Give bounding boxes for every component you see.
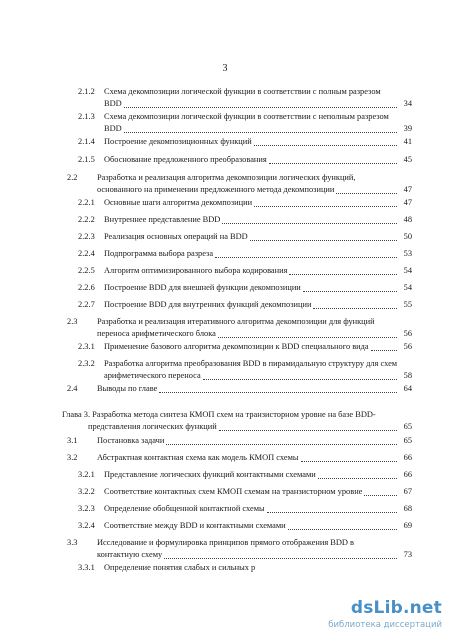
toc-entry-number: 2.2.4 xyxy=(78,249,95,258)
toc-entry-page: 65 xyxy=(403,422,412,431)
toc-leader-dots xyxy=(318,469,397,479)
toc-entry-number: 3.2.2 xyxy=(78,487,95,496)
toc-entry-title-continued: арифметического переноса xyxy=(104,371,201,380)
toc-entry-page: 34 xyxy=(403,99,412,108)
toc-leader-dots xyxy=(371,341,397,351)
toc-entry-title: Разработка и реализация итеративного алгоритма декомпозиции для функций xyxy=(97,317,375,326)
toc-leader-dots xyxy=(254,197,397,207)
toc-entry-page: 55 xyxy=(403,300,412,309)
toc-entry-number: 2.3.1 xyxy=(78,342,95,351)
toc-entry-title-continued: BDD xyxy=(104,124,122,133)
toc-entry-number: 2.2.3 xyxy=(78,232,95,241)
toc-entry-number: 2.1.4 xyxy=(78,137,95,146)
toc-leader-dots xyxy=(250,231,397,241)
toc-leader-dots xyxy=(222,214,397,224)
watermark-logo: dsLib.net xyxy=(350,598,442,618)
toc-entry-page: 39 xyxy=(403,124,412,133)
toc-entry-title: Основные шаги алгоритма декомпозиции xyxy=(104,198,253,207)
toc-entry-page: 64 xyxy=(403,384,412,393)
toc-leader-dots xyxy=(269,154,397,164)
toc-entry-title: Определение обобщенной контактной схемы xyxy=(104,504,265,513)
toc-entry-page: 56 xyxy=(403,342,412,351)
toc-leader-dots xyxy=(313,299,397,309)
toc-leader-dots xyxy=(215,248,397,258)
toc-entry-page: 69 xyxy=(403,521,412,530)
toc-entry-number: 2.2.6 xyxy=(78,283,95,292)
toc-entry-title: Подпрограмма выбора разреза xyxy=(104,249,214,258)
toc-leader-dots xyxy=(124,123,397,133)
toc-entry-title: Схема декомпозиции логической функции в соответствии с полным разрезом xyxy=(104,87,381,96)
toc-entry-page: 66 xyxy=(403,470,412,479)
toc-entry-number: 2.1.2 xyxy=(78,87,95,96)
toc-leader-dots xyxy=(159,383,397,393)
toc-entry-number: 3.2.4 xyxy=(78,521,95,530)
toc-leader-dots xyxy=(301,452,397,462)
toc-leader-dots xyxy=(267,503,397,513)
toc-entry-number: 2.1.3 xyxy=(78,112,95,121)
toc-leader-dots xyxy=(364,486,397,496)
toc-entry-number: 2.1.5 xyxy=(78,155,95,164)
toc-entry-number: 2.2.2 xyxy=(78,215,95,224)
toc-entry-number: 3.2.1 xyxy=(78,470,95,479)
toc-leader-dots xyxy=(336,184,397,194)
toc-entry-title: Схема декомпозиции логической функции в соответствии с неполным разрезом xyxy=(104,112,389,121)
toc-entry-page: 68 xyxy=(403,504,412,513)
toc-leader-dots xyxy=(219,421,397,431)
toc-leader-dots xyxy=(218,328,397,338)
toc-entry-number: 3.3.1 xyxy=(78,563,95,572)
toc-leader-dots xyxy=(254,136,397,146)
toc-entry-title: Реализация основных операций на BDD xyxy=(104,232,248,241)
toc-leader-dots xyxy=(203,370,397,380)
toc-entry-number: 2.2.5 xyxy=(78,266,95,275)
toc-entry-title: Обоснование предложенного преобразования xyxy=(104,155,267,164)
toc-leader-dots xyxy=(124,98,397,108)
toc-entry-title: Построение декомпозиционных функций xyxy=(104,137,252,146)
toc-entry-title-continued: представления логических функций xyxy=(88,422,217,431)
toc-leader-dots xyxy=(166,435,397,445)
toc-entry-page: 66 xyxy=(403,453,412,462)
toc-entry-page: 54 xyxy=(403,266,412,275)
toc-entry-page: 47 xyxy=(403,198,412,207)
toc-entry-title-continued: переноса арифметического блока xyxy=(97,329,216,338)
toc-entry-number: 2.3.2 xyxy=(78,359,95,368)
toc-entry-page: 48 xyxy=(403,215,412,224)
toc-entry-number: 2.3 xyxy=(67,317,78,326)
toc-entry-title: Применение базового алгоритма декомпозиции к BDD специального вида xyxy=(104,342,369,351)
toc-entry-title: Выводы по главе xyxy=(97,384,158,393)
toc-leader-dots xyxy=(303,282,397,292)
toc-entry-title: Постановка задачи xyxy=(97,436,165,445)
toc-entry-page: 56 xyxy=(403,329,412,338)
toc-entry-title: Разработка алгоритма преобразования BDD в пирамидальную структуру для схем xyxy=(104,359,398,368)
toc-entry-number: 3.1 xyxy=(67,436,78,445)
toc-entry-page: 73 xyxy=(403,550,412,559)
toc-leader-dots xyxy=(164,549,397,559)
toc-entry-number: 3.2.3 xyxy=(78,504,95,513)
toc-entry-title: Построение BDD для внутренних функций декомпозиции xyxy=(104,300,312,309)
toc-entry-title: Соответствие контактных схем КМОП схемам на транзисторном уровне xyxy=(104,487,363,496)
toc-entry-title-continued: BDD xyxy=(104,99,122,108)
toc-entry-page: 54 xyxy=(403,283,412,292)
toc-entry-page: 53 xyxy=(403,249,412,258)
toc-entry-page: 47 xyxy=(403,185,412,194)
toc-entry-number: 3.3 xyxy=(67,538,78,547)
toc-entry-page: 50 xyxy=(403,232,412,241)
toc-entry-title: Построение BDD для внешней функции декомпозиции xyxy=(104,283,301,292)
toc-entry-title: Разработка и реализация алгоритма декомпозиции логических функций, xyxy=(97,173,356,182)
toc-entry-number: 2.4 xyxy=(67,384,78,393)
toc-entry-number: 2.2.1 xyxy=(78,198,95,207)
watermark-subtitle: библиотека диссертаций xyxy=(328,620,442,630)
toc-leader-dots xyxy=(289,265,397,275)
toc-entry-page: 58 xyxy=(403,371,412,380)
toc-entry-page: 67 xyxy=(403,487,412,496)
toc-entry-title-continued: контактную схему xyxy=(97,550,163,559)
watermark xyxy=(322,598,442,632)
toc-entry-page: 45 xyxy=(403,155,412,164)
toc-entry-page: 41 xyxy=(403,137,412,146)
toc-entry-number: 2.2.7 xyxy=(78,300,95,309)
toc-entry-title: Представление логических функций контактными схемами xyxy=(104,470,316,479)
toc-leader-dots xyxy=(288,520,397,530)
toc-entry-title: Определение понятия слабых и сильных р xyxy=(104,563,256,572)
toc-entry-title: Внутреннее представление BDD xyxy=(104,215,221,224)
toc-entry-title: Глава 3. Разработка метода синтеза КМОП схем на транзисторном уровне на базе BDD- xyxy=(62,410,376,419)
toc-entry-title: Алгоритм оптимизированного выбора кодирования xyxy=(104,266,288,275)
page-number: 3 xyxy=(222,63,228,74)
toc-entry-page: 65 xyxy=(403,436,412,445)
toc-entry-title: Абстрактная контактная схема как модель КМОП схемы xyxy=(97,453,299,462)
toc-entry-title-continued: основанного на применении предложенного метода декомпозиции xyxy=(97,185,335,194)
toc-entry-number: 3.2 xyxy=(67,453,78,462)
toc-entry-title: Исследование и формулировка принципов прямого отображения BDD в xyxy=(97,538,355,547)
toc-entry-number: 2.2 xyxy=(67,173,78,182)
toc-entry-title: Соответствие между BDD и контактными схемами xyxy=(104,521,286,530)
